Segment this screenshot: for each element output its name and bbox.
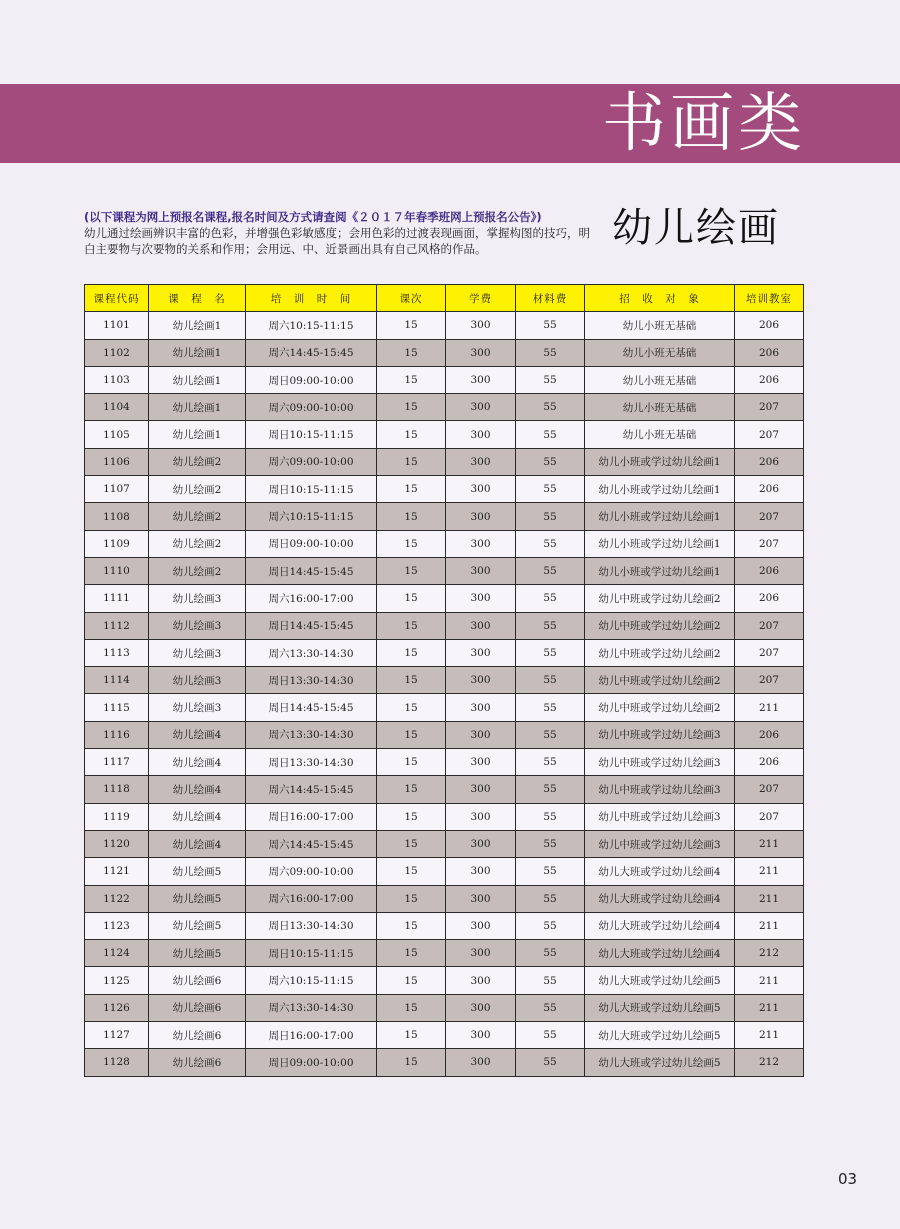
table-cell: 周六10:15-11:15	[246, 967, 377, 994]
table-cell: 幼儿中班或学过幼儿绘画2	[585, 612, 735, 639]
table-cell: 1117	[85, 749, 149, 776]
table-cell: 300	[446, 912, 516, 939]
table-cell: 幼儿小班或学过幼儿绘画1	[585, 557, 735, 584]
table-row	[85, 667, 804, 694]
table-cell: 55	[516, 721, 585, 748]
table-cell: 300	[446, 476, 516, 503]
table-cell: 1114	[85, 667, 149, 694]
table-cell: 幼儿小班或学过幼儿绘画1	[585, 503, 735, 530]
table-cell: 207	[735, 776, 804, 803]
table-cell: 周日09:00-10:00	[246, 1049, 377, 1076]
table-row	[85, 476, 804, 503]
table-cell: 211	[735, 830, 804, 857]
table-cell: 300	[446, 448, 516, 475]
table-cell: 15	[377, 940, 446, 967]
table-cell: 幼儿中班或学过幼儿绘画3	[585, 830, 735, 857]
table-cell: 300	[446, 667, 516, 694]
table-cell: 幼儿绘画6	[149, 994, 246, 1021]
table-row	[85, 776, 804, 803]
table-row	[85, 394, 804, 421]
table-cell: 幼儿小班或学过幼儿绘画1	[585, 530, 735, 557]
column-header: 课程代码	[85, 285, 149, 312]
table-cell: 幼儿中班或学过幼儿绘画2	[585, 667, 735, 694]
table-cell: 周六09:00-10:00	[246, 394, 377, 421]
table-cell: 206	[735, 585, 804, 612]
table-cell: 1119	[85, 803, 149, 830]
table-cell: 300	[446, 967, 516, 994]
table-cell: 55	[516, 1022, 585, 1049]
table-row	[85, 940, 804, 967]
table-cell: 15	[377, 394, 446, 421]
table-header-row	[85, 285, 804, 312]
table-cell: 1127	[85, 1022, 149, 1049]
table-cell: 幼儿小班无基础	[585, 339, 735, 366]
table-cell: 15	[377, 366, 446, 393]
table-cell: 15	[377, 530, 446, 557]
page-number: 03	[838, 1170, 858, 1188]
table-cell: 55	[516, 639, 585, 666]
table-cell: 300	[446, 940, 516, 967]
table-cell: 周六09:00-10:00	[246, 858, 377, 885]
table-cell: 1125	[85, 967, 149, 994]
category-banner	[0, 84, 900, 163]
table-cell: 55	[516, 912, 585, 939]
table-cell: 幼儿绘画5	[149, 885, 246, 912]
table-cell: 15	[377, 476, 446, 503]
table-cell: 211	[735, 967, 804, 994]
table-cell: 55	[516, 858, 585, 885]
table-row	[85, 830, 804, 857]
table-cell: 206	[735, 366, 804, 393]
table-row	[85, 612, 804, 639]
column-header: 培训教室	[735, 285, 804, 312]
table-cell: 15	[377, 612, 446, 639]
table-cell: 211	[735, 994, 804, 1021]
table-row	[85, 994, 804, 1021]
table-cell: 1128	[85, 1049, 149, 1076]
table-cell: 207	[735, 503, 804, 530]
table-cell: 周六14:45-15:45	[246, 776, 377, 803]
table-row	[85, 557, 804, 584]
table-header	[85, 285, 804, 312]
table-cell: 55	[516, 830, 585, 857]
banner-title: 书画类	[602, 87, 806, 161]
table-cell: 15	[377, 667, 446, 694]
table-cell: 1122	[85, 885, 149, 912]
table-cell: 幼儿中班或学过幼儿绘画3	[585, 803, 735, 830]
table-cell: 55	[516, 503, 585, 530]
table-cell: 幼儿绘画6	[149, 1049, 246, 1076]
table-cell: 55	[516, 776, 585, 803]
table-cell: 幼儿绘画5	[149, 912, 246, 939]
table-cell: 206	[735, 339, 804, 366]
course-table	[84, 284, 804, 1077]
table-cell: 幼儿绘画3	[149, 639, 246, 666]
table-cell: 幼儿绘画2	[149, 530, 246, 557]
table-cell: 207	[735, 639, 804, 666]
table-row	[85, 967, 804, 994]
table-cell: 周日10:15-11:15	[246, 940, 377, 967]
table-cell: 300	[446, 639, 516, 666]
table-cell: 15	[377, 967, 446, 994]
table-cell: 幼儿大班或学过幼儿绘画4	[585, 858, 735, 885]
column-header: 课 程 名	[149, 285, 246, 312]
table-cell: 周六16:00-17:00	[246, 885, 377, 912]
table-cell: 55	[516, 940, 585, 967]
table-cell: 1112	[85, 612, 149, 639]
table-cell: 211	[735, 885, 804, 912]
table-cell: 1102	[85, 339, 149, 366]
table-cell: 周日09:00-10:00	[246, 530, 377, 557]
table-cell: 300	[446, 339, 516, 366]
table-row	[85, 803, 804, 830]
table-cell: 幼儿绘画4	[149, 803, 246, 830]
column-header: 材料费	[516, 285, 585, 312]
table-cell: 1105	[85, 421, 149, 448]
table-cell: 300	[446, 776, 516, 803]
table-cell: 206	[735, 721, 804, 748]
table-cell: 55	[516, 667, 585, 694]
table-cell: 幼儿大班或学过幼儿绘画4	[585, 885, 735, 912]
table-cell: 300	[446, 1022, 516, 1049]
table-row	[85, 312, 804, 339]
table-cell: 周日16:00-17:00	[246, 1022, 377, 1049]
table-cell: 周日16:00-17:00	[246, 803, 377, 830]
table-cell: 1115	[85, 694, 149, 721]
column-header: 学费	[446, 285, 516, 312]
table-cell: 55	[516, 312, 585, 339]
column-header: 培 训 时 间	[246, 285, 377, 312]
table-cell: 207	[735, 612, 804, 639]
table-cell: 211	[735, 858, 804, 885]
table-cell: 幼儿绘画4	[149, 776, 246, 803]
table-row	[85, 530, 804, 557]
table-row	[85, 1022, 804, 1049]
table-cell: 300	[446, 557, 516, 584]
table-cell: 15	[377, 639, 446, 666]
table-cell: 周六09:00-10:00	[246, 448, 377, 475]
table-cell: 周六10:15-11:15	[246, 503, 377, 530]
table-cell: 15	[377, 557, 446, 584]
table-cell: 15	[377, 858, 446, 885]
table-cell: 300	[446, 749, 516, 776]
table-cell: 211	[735, 912, 804, 939]
table-cell: 15	[377, 749, 446, 776]
table-cell: 15	[377, 830, 446, 857]
table-cell: 55	[516, 1049, 585, 1076]
table-cell: 55	[516, 476, 585, 503]
table-cell: 15	[377, 776, 446, 803]
table-cell: 幼儿大班或学过幼儿绘画4	[585, 912, 735, 939]
table-cell: 206	[735, 476, 804, 503]
table-cell: 幼儿小班无基础	[585, 366, 735, 393]
table-row	[85, 366, 804, 393]
column-header: 课次	[377, 285, 446, 312]
table-cell: 1110	[85, 557, 149, 584]
table-cell: 周日13:30-14:30	[246, 912, 377, 939]
section-title: 幼儿绘画	[612, 205, 780, 251]
table-row	[85, 749, 804, 776]
table-cell: 55	[516, 803, 585, 830]
table-cell: 15	[377, 1022, 446, 1049]
table-cell: 15	[377, 885, 446, 912]
table-cell: 300	[446, 312, 516, 339]
table-cell: 300	[446, 394, 516, 421]
table-cell: 300	[446, 858, 516, 885]
table-cell: 55	[516, 994, 585, 1021]
table-cell: 周日14:45-15:45	[246, 557, 377, 584]
table-cell: 幼儿大班或学过幼儿绘画4	[585, 940, 735, 967]
column-header: 招 收 对 象	[585, 285, 735, 312]
table-cell: 300	[446, 721, 516, 748]
table-cell: 幼儿中班或学过幼儿绘画2	[585, 694, 735, 721]
table-cell: 1124	[85, 940, 149, 967]
table-cell: 幼儿绘画3	[149, 612, 246, 639]
table-cell: 300	[446, 421, 516, 448]
table-cell: 幼儿绘画1	[149, 339, 246, 366]
table-cell: 1104	[85, 394, 149, 421]
table-cell: 幼儿大班或学过幼儿绘画5	[585, 967, 735, 994]
table-cell: 幼儿绘画2	[149, 557, 246, 584]
table-cell: 300	[446, 530, 516, 557]
table-cell: 幼儿小班或学过幼儿绘画1	[585, 476, 735, 503]
table-cell: 幼儿中班或学过幼儿绘画3	[585, 749, 735, 776]
table-cell: 周日13:30-14:30	[246, 667, 377, 694]
table-cell: 幼儿绘画2	[149, 476, 246, 503]
table-cell: 周日10:15-11:15	[246, 476, 377, 503]
table-cell: 207	[735, 421, 804, 448]
table-cell: 15	[377, 694, 446, 721]
table-cell: 1120	[85, 830, 149, 857]
table-row	[85, 448, 804, 475]
table-row	[85, 885, 804, 912]
table-cell: 幼儿绘画1	[149, 421, 246, 448]
table-cell: 300	[446, 612, 516, 639]
table-cell: 207	[735, 803, 804, 830]
table-cell: 周日10:15-11:15	[246, 421, 377, 448]
table-cell: 幼儿绘画4	[149, 830, 246, 857]
table-cell: 幼儿绘画1	[149, 394, 246, 421]
table-cell: 207	[735, 667, 804, 694]
table-cell: 周六16:00-17:00	[246, 585, 377, 612]
table-cell: 55	[516, 366, 585, 393]
table-cell: 55	[516, 612, 585, 639]
table-cell: 15	[377, 994, 446, 1021]
table-cell: 周六13:30-14:30	[246, 721, 377, 748]
table-cell: 1103	[85, 366, 149, 393]
table-row	[85, 339, 804, 366]
table-cell: 幼儿大班或学过幼儿绘画5	[585, 1049, 735, 1076]
table-cell: 207	[735, 530, 804, 557]
table-cell: 1111	[85, 585, 149, 612]
table-row	[85, 694, 804, 721]
table-cell: 15	[377, 721, 446, 748]
table-cell: 300	[446, 885, 516, 912]
table-cell: 55	[516, 394, 585, 421]
table-cell: 1116	[85, 721, 149, 748]
table-cell: 幼儿小班无基础	[585, 421, 735, 448]
table-cell: 周六13:30-14:30	[246, 639, 377, 666]
table-cell: 300	[446, 694, 516, 721]
table-cell: 211	[735, 1022, 804, 1049]
table-cell: 15	[377, 421, 446, 448]
table-body	[85, 312, 804, 1076]
table-cell: 55	[516, 585, 585, 612]
table-cell: 300	[446, 366, 516, 393]
table-cell: 幼儿中班或学过幼儿绘画3	[585, 721, 735, 748]
table-cell: 300	[446, 830, 516, 857]
table-cell: 周日14:45-15:45	[246, 694, 377, 721]
table-cell: 幼儿大班或学过幼儿绘画5	[585, 1022, 735, 1049]
table-cell: 55	[516, 694, 585, 721]
table-cell: 周日13:30-14:30	[246, 749, 377, 776]
table-cell: 幼儿中班或学过幼儿绘画2	[585, 639, 735, 666]
table-cell: 幼儿绘画2	[149, 503, 246, 530]
table-cell: 幼儿绘画4	[149, 721, 246, 748]
table-cell: 幼儿绘画3	[149, 667, 246, 694]
table-cell: 55	[516, 885, 585, 912]
table-cell: 300	[446, 994, 516, 1021]
table-cell: 1107	[85, 476, 149, 503]
table-cell: 55	[516, 967, 585, 994]
table-row	[85, 858, 804, 885]
table-cell: 1118	[85, 776, 149, 803]
table-cell: 周六10:15-11:15	[246, 312, 377, 339]
table-cell: 300	[446, 503, 516, 530]
table-cell: 55	[516, 749, 585, 776]
table-cell: 206	[735, 557, 804, 584]
table-cell: 周日09:00-10:00	[246, 366, 377, 393]
table-cell: 300	[446, 803, 516, 830]
table-cell: 幼儿绘画5	[149, 940, 246, 967]
table-cell: 207	[735, 394, 804, 421]
table-cell: 15	[377, 803, 446, 830]
table-cell: 幼儿绘画1	[149, 366, 246, 393]
table-cell: 幼儿小班无基础	[585, 312, 735, 339]
table-cell: 周日14:45-15:45	[246, 612, 377, 639]
table-cell: 幼儿绘画3	[149, 585, 246, 612]
course-description: 幼儿通过绘画辨识丰富的色彩，并增强色彩敏感度；会用色彩的过渡表现画面，掌握构图的技巧，明白主要物与次要物的关系和作用；会用远、中、近景画出具有自己风格的作品。	[84, 226, 590, 256]
table-cell: 55	[516, 339, 585, 366]
table-cell: 15	[377, 912, 446, 939]
table-cell: 幼儿小班无基础	[585, 394, 735, 421]
table-cell: 300	[446, 1049, 516, 1076]
table-cell: 幼儿中班或学过幼儿绘画3	[585, 776, 735, 803]
table-cell: 幼儿大班或学过幼儿绘画5	[585, 994, 735, 1021]
table-cell: 1123	[85, 912, 149, 939]
table-cell: 15	[377, 585, 446, 612]
table-cell: 周六14:45-15:45	[246, 339, 377, 366]
table-cell: 15	[377, 503, 446, 530]
table-cell: 1108	[85, 503, 149, 530]
table-cell: 幼儿中班或学过幼儿绘画2	[585, 585, 735, 612]
table-row	[85, 721, 804, 748]
table-row	[85, 912, 804, 939]
table-cell: 212	[735, 940, 804, 967]
table-cell: 300	[446, 585, 516, 612]
table-cell: 212	[735, 1049, 804, 1076]
table-cell: 幼儿绘画2	[149, 448, 246, 475]
table-cell: 211	[735, 694, 804, 721]
table-cell: 周六14:45-15:45	[246, 830, 377, 857]
table-row	[85, 421, 804, 448]
table-cell: 幼儿小班或学过幼儿绘画1	[585, 448, 735, 475]
table-cell: 1106	[85, 448, 149, 475]
table-cell: 55	[516, 530, 585, 557]
table-cell: 55	[516, 557, 585, 584]
table-cell: 206	[735, 312, 804, 339]
table-row	[85, 585, 804, 612]
table-row	[85, 639, 804, 666]
table-cell: 206	[735, 749, 804, 776]
table-cell: 15	[377, 1049, 446, 1076]
table-cell: 幼儿绘画1	[149, 312, 246, 339]
table-cell: 幼儿绘画4	[149, 749, 246, 776]
table-cell: 幼儿绘画6	[149, 967, 246, 994]
table-cell: 1121	[85, 858, 149, 885]
table-cell: 1126	[85, 994, 149, 1021]
table-cell: 55	[516, 421, 585, 448]
table-cell: 15	[377, 312, 446, 339]
table-cell: 1109	[85, 530, 149, 557]
table-cell: 幼儿绘画5	[149, 858, 246, 885]
table-cell: 206	[735, 448, 804, 475]
table-row	[85, 1049, 804, 1076]
table-cell: 55	[516, 448, 585, 475]
table-cell: 1101	[85, 312, 149, 339]
table-cell: 幼儿绘画3	[149, 694, 246, 721]
table-cell: 15	[377, 448, 446, 475]
registration-notice: (以下课程为网上预报名课程,报名时间及方式请查阅《２０１７年春季班网上预报名公告》)	[84, 210, 542, 224]
table-cell: 幼儿绘画6	[149, 1022, 246, 1049]
table-cell: 15	[377, 339, 446, 366]
table-cell: 周六13:30-14:30	[246, 994, 377, 1021]
table-cell: 1113	[85, 639, 149, 666]
table-row	[85, 503, 804, 530]
